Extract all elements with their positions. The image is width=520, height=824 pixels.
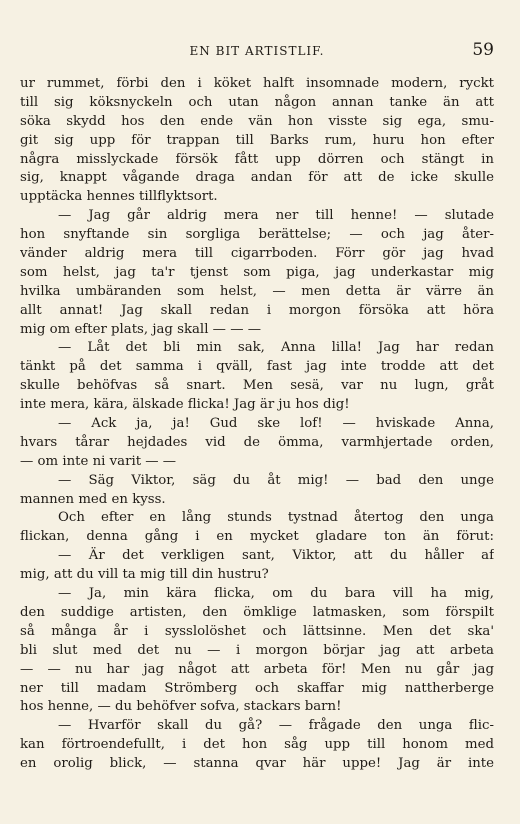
- text-line: hon snyftande sin sorgliga berättelse; — och jag åter-: [20, 227, 494, 243]
- page-number: 59: [472, 40, 494, 60]
- page-header: [20, 40, 494, 64]
- text-line: mig om efter plats, jag skall — — —: [20, 321, 262, 337]
- text-line: — om inte ni varit — —: [20, 453, 177, 469]
- text-line: — Ja, min kära flicka, om du bara vill ha mig,: [58, 586, 494, 602]
- body-text: [20, 75, 494, 774]
- text-line: en orolig blick, — stanna qvar här uppe! Jag är inte: [20, 756, 494, 772]
- text-line: tänkt på det samma i qväll, fast jag inte trodde att det: [20, 359, 494, 375]
- text-line: Och efter en lång stunds tystnad återtog den unga: [58, 510, 494, 526]
- text-line: — Ack ja, ja! Gud ske lof! — hviskade Anna,: [58, 416, 494, 432]
- text-line: den suddige artisten, den ömklige latmasken, som förspilt: [20, 604, 494, 620]
- text-line: till sig köksnyckeln och utan någon annan tanke än att: [20, 94, 494, 110]
- text-line: vänder aldrig mera till cigarrboden. Förr gör jag hvad: [20, 246, 494, 262]
- text-line: — Hvarför skall du gå? — frågade den unga flic-: [58, 718, 494, 734]
- text-line: mannen med en kyss.: [20, 491, 166, 507]
- text-line: ur rummet, förbi den i köket halft insomnade modern, ryckt: [20, 76, 494, 91]
- text-line: söka skydd hos den ende vän hon visste sig ega, smu-: [20, 113, 494, 129]
- text-line: — Säg Viktor, säg du åt mig! — bad den unge: [58, 472, 494, 488]
- text-line: flickan, denna gång i en mycket gladare ton än förut:: [20, 529, 494, 545]
- text-line: sig, knappt vågande draga andan för att de icke skulle: [20, 170, 494, 186]
- text-line: inte mera, kära, älskade flicka! Jag är ju hos dig!: [20, 397, 350, 413]
- text-line: hos henne, — du behöfver sofva, stackars barn!: [20, 699, 342, 715]
- text-line: mig, att du vill ta mig till din hustru?: [20, 567, 269, 583]
- text-line: så många år i sysslolöshet och lättsinne. Men det ska': [20, 623, 494, 639]
- text-line: skulle behöfvas så snart. Men sesä, var nu lugn, gråt: [20, 378, 494, 394]
- text-line: ner till madam Strömberg och skaffar mig nattherberge: [20, 680, 494, 696]
- text-line: git sig upp för trappan till Barks rum, huru hon efter: [20, 132, 494, 148]
- text-line: några misslyckade försök fått upp dörren och stängt in: [20, 151, 494, 167]
- text-line: — — nu har jag något att arbeta för! Men nu går jag: [20, 661, 494, 677]
- text-line: som helst, jag ta'r tjenst som piga, jag underkastar mig: [20, 264, 494, 280]
- text-line: — Jag går aldrig mera ner till henne! — slutade: [58, 208, 494, 224]
- text-line: — Låt det bli min sak, Anna lilla! Jag har redan: [58, 340, 494, 356]
- text-line: kan förtroendefullt, i det hon såg upp till honom med: [20, 737, 494, 753]
- text-line: hvilka umbäranden som helst, — men detta är värre än: [20, 283, 494, 299]
- running-title: EN BIT ARTISTLIF.: [189, 44, 325, 58]
- text-line: allt annat! Jag skall redan i morgon försöka att höra: [20, 302, 494, 318]
- text-line: upptäcka hennes tillflyktsort.: [20, 189, 218, 205]
- text-line: hvars tårar hejdades vid de ömma, varmhjertade orden,: [20, 434, 494, 450]
- text-line: bli slut med det nu — i morgon börjar jag att arbeta: [20, 642, 494, 658]
- text-line: — Är det verkligen sant, Viktor, att du håller af: [58, 548, 494, 564]
